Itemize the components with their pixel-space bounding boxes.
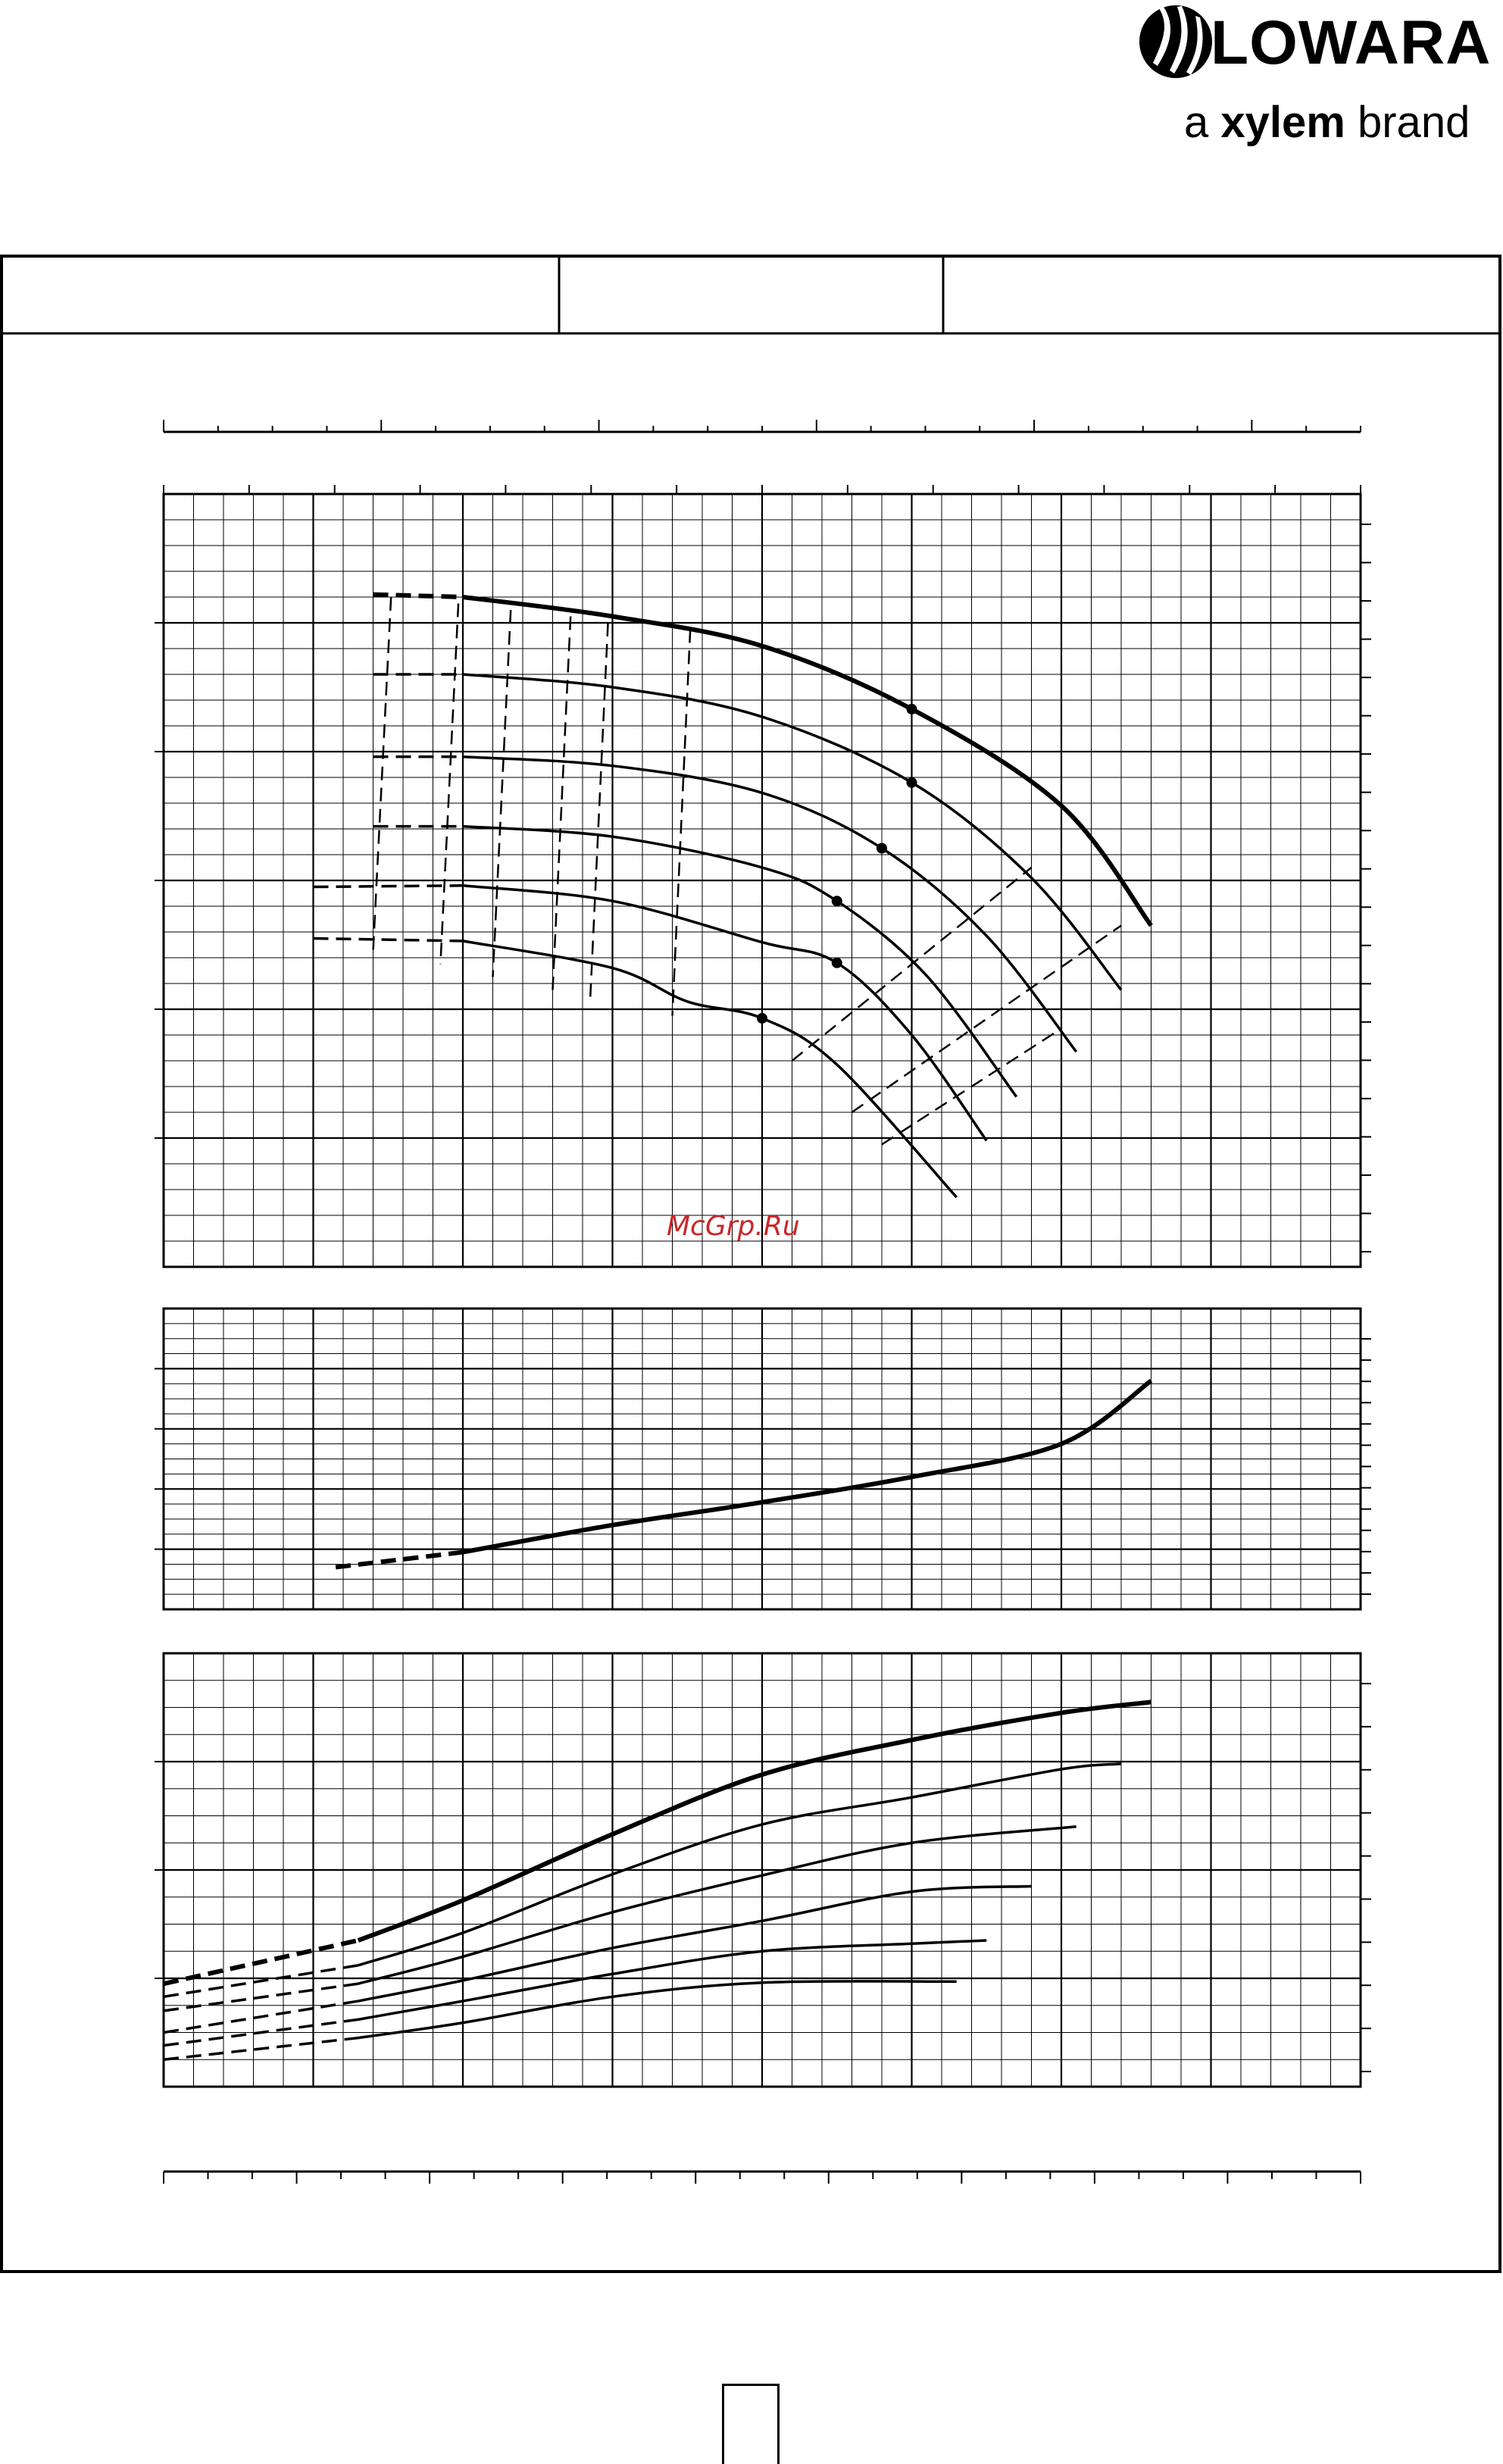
operating-point-marker xyxy=(907,777,917,788)
chart-panel-1 xyxy=(155,485,1371,1267)
series-line-6 xyxy=(463,941,957,1197)
tagline-prefix: a xyxy=(1184,98,1209,147)
tagline-suffix: brand xyxy=(1357,98,1470,147)
operating-point-marker xyxy=(757,1013,767,1024)
charts-layer xyxy=(155,420,1371,2184)
iso-efficiency-line xyxy=(373,597,392,952)
lowara-emblem-icon xyxy=(1139,5,1212,78)
brand-name: LOWARA xyxy=(1211,8,1492,77)
outer-border xyxy=(2,256,1500,2272)
iso-efficiency-line xyxy=(590,623,608,1003)
series-lead-dashed xyxy=(314,886,464,887)
series-lead-dashed xyxy=(314,939,464,941)
chart-panel-3 xyxy=(155,1653,1371,2087)
series-line-2 xyxy=(358,1764,1121,1965)
operating-point-marker xyxy=(832,958,842,968)
brand-tagline xyxy=(1184,97,1470,148)
series-line-3 xyxy=(463,757,1076,1052)
series-line-3 xyxy=(358,1827,1076,1984)
series-line-6 xyxy=(358,1981,957,2038)
operating-point-marker xyxy=(876,843,887,854)
series-line-1 xyxy=(358,1702,1151,1940)
watermark-text: McGrp.Ru xyxy=(667,1211,800,1242)
series-lead-dashed xyxy=(164,1940,358,1984)
operating-point-marker xyxy=(832,896,842,906)
iso-efficiency-line xyxy=(440,604,458,965)
series-line-4 xyxy=(463,827,1017,1097)
series-line-1 xyxy=(463,1381,1151,1552)
operating-point-marker xyxy=(907,704,917,714)
series-lead-dashed xyxy=(373,595,464,597)
datasheet-frame xyxy=(0,255,1503,2275)
series-lead-dashed xyxy=(336,1553,463,1568)
tagline-brand: xylem xyxy=(1220,98,1345,147)
series-line-5 xyxy=(463,886,986,1141)
page-number-box xyxy=(722,2384,780,2464)
series-lead-dashed xyxy=(164,1965,358,1997)
efficiency-boundary-line xyxy=(852,926,1122,1113)
iso-efficiency-line xyxy=(493,610,511,977)
chart-panel-2 xyxy=(155,1309,1371,1609)
